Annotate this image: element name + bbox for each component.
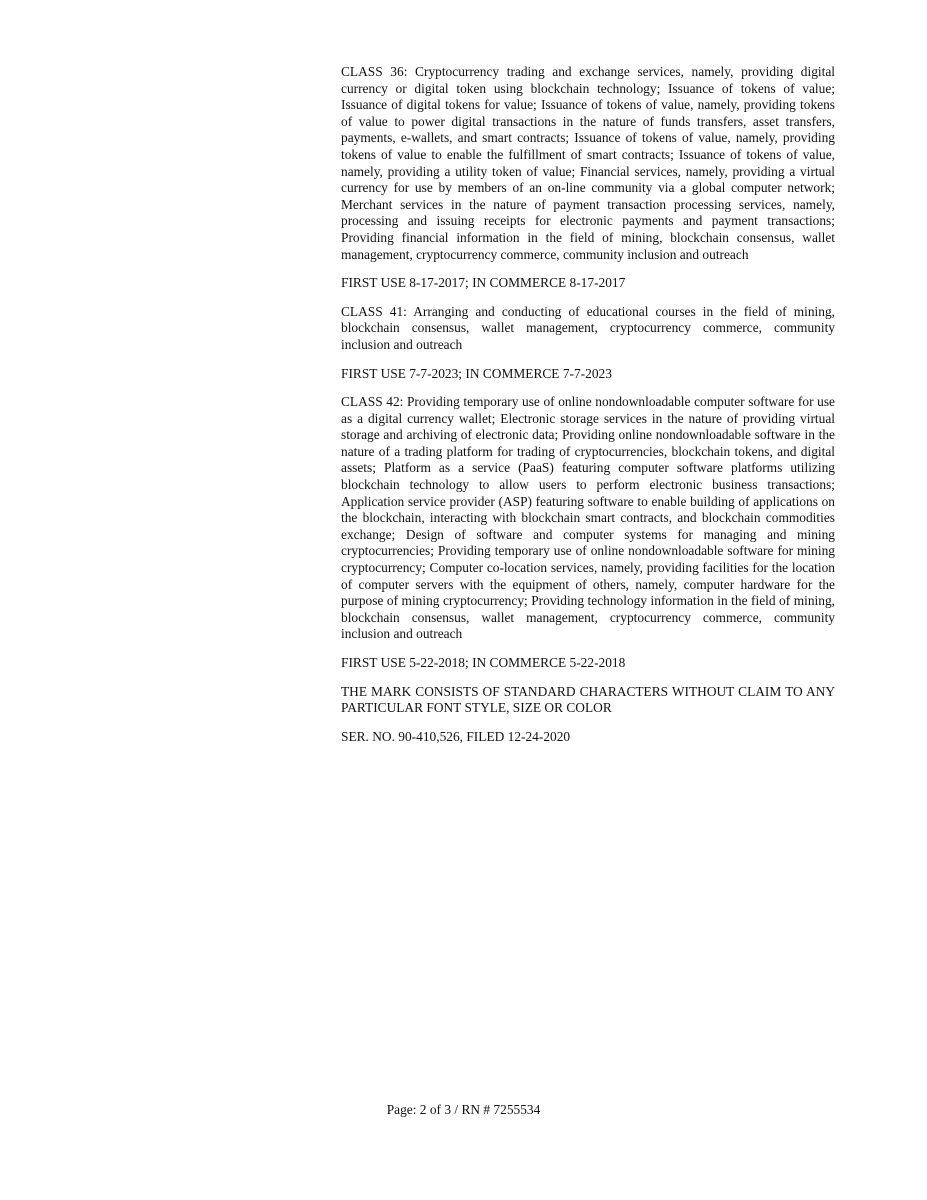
mark-statement: THE MARK CONSISTS OF STANDARD CHARACTERS WITHOUT CLAIM TO ANY PARTICULAR FONT STYLE, SIZE OR COLOR	[341, 683, 835, 716]
class-42-description: CLASS 42: Providing temporary use of online nondownloadable computer software for use as a digital currency wallet; Electronic storage services in the nature of providing virtual storage and archiving of electronic data; Providing online nondownloadable software in the nature of a trading platform for trading of cryptocurrencies, blockchain tokens, and digital assets; Platform as a service (PaaS) featuring computer software platforms utilizing blockchain technology to allow users to perform electronic business transactions; Application service provider (ASP) featuring software to enable building of applications on the blockchain, interacting with blockchain smart contracts, and blockchain commodities exchange; Design of software and computer systems for managing and mining cryptocurrencies; Providing temporary use of online nondownloadable software for mining cryptocurrency; Computer co-location services, namely, providing facilities for the location of computer servers with the equipment of others, namely, computer hardware for the purpose of mining cryptocurrency; Providing technology information in the field of mining, blockchain consensus, wallet management, cryptocurrency commerce, community inclusion and outreach	[341, 394, 835, 642]
class-36-first-use: FIRST USE 8-17-2017; IN COMMERCE 8-17-2017	[341, 275, 626, 291]
class-42-first-use: FIRST USE 5-22-2018; IN COMMERCE 5-22-2018	[341, 655, 626, 670]
class-41-first-use: FIRST USE 7-7-2023; IN COMMERCE 7-7-2023	[341, 365, 612, 381]
class-36-description: CLASS 36: Cryptocurrency trading and exchange services, namely, providing digital currency or digital token using blockchain technology; Issuance of tokens of value; Issuance of digital tokens for value; Issuance of tokens of value, namely, providing tokens of value to power digital transactions in the nature of funds transfers, asset transfers, payments, e-wallets, and smart contracts; Issuance of tokens of value, namely, providing tokens of value to enable the fulfillment of smart contracts; Issuance of tokens of value, namely, providing a utility token of value; Financial services, namely, providing a virtual currency for use by members of an on-line community via a global computer network; Merchant services in the nature of payment transaction processing services, namely, processing and issuing receipts for electronic payments and payment transactions; Providing financial information in the field of mining, blockchain consensus, wallet management, cryptocurrency commerce, community inclusion and outreach	[341, 64, 835, 262]
class-41-description: CLASS 41: Arranging and conducting of educational courses in the field of mining, blockchain consensus, wallet management, cryptocurrency commerce, community inclusion and outreach	[341, 303, 835, 352]
page-number-label: Page: 2 of 3 / RN # 7255534	[386, 1102, 541, 1117]
page-footer	[0, 1102, 927, 1118]
serial-number: SER. NO. 90-410,526, FILED 12-24-2020	[341, 728, 571, 744]
registration-body	[341, 64, 835, 757]
